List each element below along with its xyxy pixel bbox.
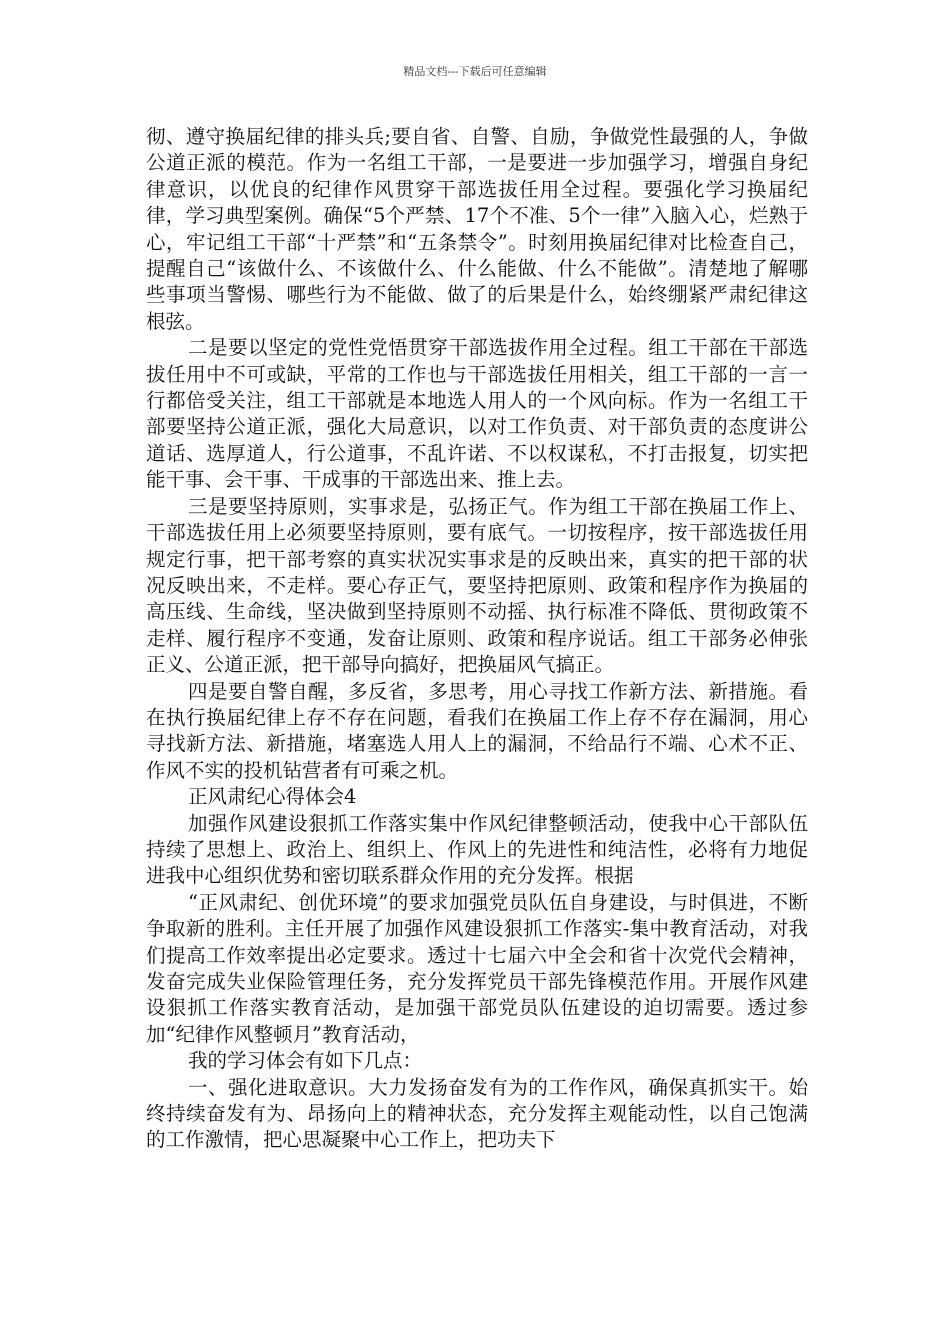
section-heading: 正风肃纪心得体会4 xyxy=(188,785,357,809)
paragraph: 我的学习体会有如下几点： xyxy=(188,1049,423,1073)
paragraph: “正风肃纪、创优环境”的要求加强党员队伍自身建设，与时俱进，不断争取新的胜利。主任开展了加强作风建设狠抓工作落实-集中教育活动，对我们提高工作效率提出必定要求。透过十七届六中全会和省十次党代会精神，发奋完成失业保险管理任务，充分发挥党员干部先锋模范作用。开展作风建设狠抓工作落实教育活动，是加强干部党员队伍建设的迫切需要。透过参加“纪律作风整顿月”教育活动， xyxy=(146,890,808,1046)
paragraph: 四是要自警自醒，多反省，多思考，用心寻找工作新方法、新措施。看在执行换届纪律上存不存在问题，看我们在换届工作上存不存在漏洞，用心寻找新方法、新措施，堵塞选人用人上的漏洞，不给品行不端、心术不正、作风不实的投机钻营者有可乘之机。 xyxy=(146,679,808,782)
paragraph: 二是要以坚定的党性党悟贯穿干部选拔作用全过程。组工干部在干部选拔任用中不可或缺，平常的工作也与干部选拔任用相关，组工干部的一言一行都倍受关注，组工干部就是本地选人用人的一个风向标。作为一名组工干部要坚持公道正派，强化大局意识，以对工作负责、对干部负责的态度讲公道话、选厚道人，行公道事，不乱许诺、不以权谋私，不打击报复，切实把能干事、会干事、干成事的干部选出来、推上去。 xyxy=(146,336,808,492)
paragraph: 彻、遵守换届纪律的排头兵;要自省、自警、自励，争做党性最强的人，争做公道正派的模范。作为一名组工干部，一是要进一步加强学习，增强自身纪律意识，以优良的纪律作风贯穿干部选拔任用全过程。要强化学习换届纪律，学习典型案例。确保“5个严禁、17个不准、5个一律”入脑入心，烂熟于心，牢记组工干部“十严禁”和“五条禁令”。时刻用换届纪律对比检查自己，提醒自己“该做什么、不该做什么、什么能做、什么不能做”。清楚地了解哪些事项当警惕、哪些行为不能做、做了的后果是什么，始终绷紧严肃纪律这根弦。 xyxy=(146,125,808,333)
paragraph: 一、强化进取意识。大力发扬奋发有为的工作作风，确保真抓实干。始终持续奋发有为、昂扬向上的精神状态，充分发挥主观能动性，以自己饱满的工作激情，把心思凝聚中心工作上，把功夫下 xyxy=(146,1075,808,1152)
document-body xyxy=(146,124,808,1154)
page-header: 精品文档---下载后可任意编辑 xyxy=(403,65,547,78)
paragraph: 加强作风建设狠抓工作落实集中作风纪律整顿活动，使我中心干部队伍持续了思想上、政治上、组织上、作风上的先进性和纯洁性，必将有力地促进我中心组织优势和密切联系群众作用的充分发挥。根据 xyxy=(146,811,808,888)
paragraph: 三是要坚持原则，实事求是，弘扬正气。作为组工干部在换届工作上、干部选拔任用上必须要坚持原则，要有底气。一切按程序，按干部选拔任用规定行事，把干部考察的真实状况实事求是的反映出来，真实的把干部的状况反映出来，不走样。要心存正气，要坚持把原则、政策和程序作为换届的高压线、生命线，坚决做到坚持原则不动摇、执行标准不降低、贯彻政策不走样、履行程序不变通，发奋让原则、政策和程序说话。组工干部务必伸张正义、公道正派，把干部导向搞好，把换届风气搞正。 xyxy=(146,494,808,677)
